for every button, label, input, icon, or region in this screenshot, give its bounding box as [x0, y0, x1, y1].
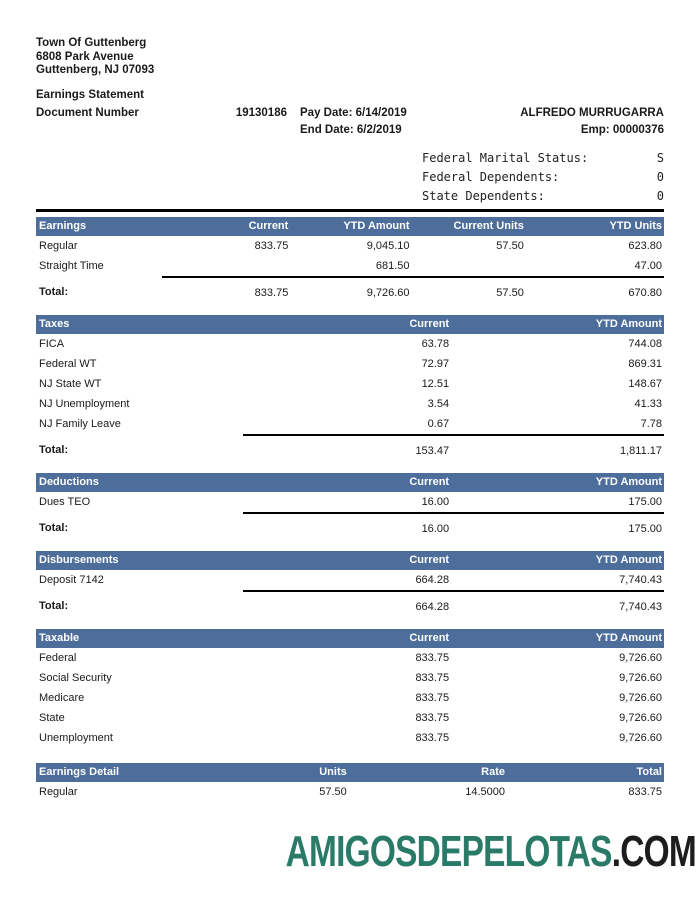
row-value: 148.67: [628, 377, 662, 390]
pay-date-label: Pay Date:: [300, 106, 353, 119]
row-value: 47.00: [526, 256, 664, 277]
statement-section-table: [36, 315, 664, 464]
sections: [36, 217, 664, 802]
company-name: Town Of Guttenberg: [36, 37, 147, 49]
row-value: 670.80: [628, 286, 662, 299]
row-value: 833.75: [415, 711, 450, 724]
statement-section-table: [36, 217, 664, 306]
section-title: Earnings Detail: [36, 763, 193, 782]
row-value: 14.5000: [465, 785, 505, 798]
row-label: Straight Time: [39, 260, 104, 272]
row-value: 744.08: [628, 337, 662, 350]
section-header-row: [36, 551, 664, 570]
column-header: Current: [243, 629, 451, 648]
row-value: 57.50: [496, 239, 524, 252]
row-value: 57.50: [496, 286, 524, 299]
section-header-row: [36, 315, 664, 334]
row-value: 175.00: [628, 522, 662, 535]
table-row: [36, 492, 664, 513]
tax-status-label: State Dependents:: [422, 188, 545, 203]
document-number-value: 19130186: [235, 106, 287, 119]
column-header: Current: [243, 315, 451, 334]
end-date-label: End Date:: [300, 123, 354, 136]
row-value: 9,726.60: [619, 711, 662, 724]
watermark-brand: AMIGOSDEPELOTAS: [285, 827, 612, 876]
column-header: Current: [243, 551, 451, 570]
row-value: 833.75: [415, 691, 450, 704]
section-title: Taxable: [36, 629, 243, 648]
company-block: [36, 37, 664, 78]
row-value: 9,726.60: [619, 651, 662, 664]
column-header: Current: [162, 217, 291, 236]
section-header-row: [36, 763, 664, 782]
statement-section-table: [36, 629, 664, 748]
table-row: [36, 374, 664, 394]
statement-section-table: [36, 551, 664, 620]
row-value: 9,726.60: [619, 671, 662, 684]
total-row: [36, 277, 664, 306]
tax-status-value: S: [656, 150, 664, 165]
table-row: [36, 688, 664, 708]
table-row: [36, 782, 664, 802]
column-header: YTD Amount: [451, 629, 664, 648]
employee-name: ALFREDO MURRUGARRA: [520, 106, 664, 119]
row-value: 833.75: [628, 785, 662, 798]
section-header-row: [36, 629, 664, 648]
table-row: [36, 236, 664, 256]
column-header: Current: [243, 473, 451, 492]
row-label: Regular: [39, 785, 78, 798]
tax-status-label: Federal Marital Status:: [422, 150, 589, 165]
divider-rule: [36, 209, 664, 212]
row-label: Social Security: [39, 671, 112, 684]
statement-title: Earnings Statement: [36, 88, 144, 101]
row-value: 12.51: [421, 377, 450, 390]
statement-section-table: [36, 763, 664, 802]
row-value: [412, 256, 526, 277]
table-row: [36, 334, 664, 354]
row-label: Medicare: [39, 691, 85, 704]
row-value: [162, 256, 291, 277]
row-value: 9,726.60: [619, 691, 662, 704]
tax-status-row: [422, 187, 664, 206]
row-value: 833.75: [415, 731, 450, 744]
row-label: Unemployment: [39, 731, 113, 744]
row-value: 9,726.60: [366, 286, 410, 299]
row-label: Federal: [39, 651, 77, 664]
row-value: 3.54: [427, 397, 450, 410]
employee-block: [520, 105, 664, 139]
row-value: 623.80: [628, 239, 662, 252]
row-label: Total:: [39, 444, 69, 456]
tax-status-row: [422, 168, 664, 187]
row-label: FICA: [39, 337, 65, 350]
column-header: YTD Units: [526, 217, 664, 236]
section-title: Deductions: [36, 473, 243, 492]
company-address-line1: 6808 Park Avenue: [36, 50, 134, 63]
row-value: 833.75: [254, 286, 289, 299]
row-value: 833.75: [415, 671, 450, 684]
pay-dates-block: [300, 105, 407, 139]
section-header-row: [36, 473, 664, 492]
row-label: NJ Family Leave: [39, 418, 121, 430]
row-label: NJ Unemployment: [39, 397, 130, 410]
row-value: 63.78: [421, 337, 450, 350]
row-label: Total:: [39, 600, 69, 612]
end-date-value: 6/2/2019: [356, 123, 402, 136]
table-row: [36, 256, 664, 277]
total-row: [36, 591, 664, 620]
employee-id-label: Emp:: [580, 123, 610, 136]
pay-date-row: [300, 105, 407, 122]
tax-status-row: [422, 149, 664, 168]
end-date-row: [300, 122, 407, 139]
row-value: 9,726.60: [619, 731, 662, 744]
row-value: 833.75: [415, 651, 450, 664]
row-label: Federal WT: [39, 357, 97, 370]
column-header: Rate: [349, 763, 507, 782]
table-row: [36, 728, 664, 748]
row-value: 57.50: [319, 785, 347, 798]
row-label: Regular: [39, 239, 78, 252]
section-title: Earnings: [36, 217, 162, 236]
row-value: 7,740.43: [619, 600, 662, 613]
tax-status-block: [422, 149, 664, 206]
row-label: Deposit 7142: [39, 574, 104, 586]
row-value: 16.00: [243, 492, 451, 513]
section-header-row: [36, 217, 664, 236]
row-value: 1,811.17: [619, 444, 662, 457]
employee-id-value: 00000376: [612, 123, 664, 136]
column-header: Current Units: [412, 217, 526, 236]
section-title: Taxes: [36, 315, 243, 334]
table-row: [36, 354, 664, 374]
table-row: [36, 414, 664, 435]
pay-date-value: 6/14/2019: [355, 106, 407, 119]
column-header: YTD Amount: [451, 551, 664, 570]
row-label: NJ State WT: [39, 377, 102, 390]
statement-section-table: [36, 473, 664, 542]
table-row: [36, 648, 664, 668]
watermark-tld: .COM: [611, 827, 696, 876]
employee-id-row: [520, 122, 664, 139]
row-value: 16.00: [421, 522, 450, 535]
column-header: YTD Amount: [290, 217, 411, 236]
row-label: Dues TEO: [39, 496, 91, 508]
total-row: [36, 513, 664, 542]
row-value: 7.78: [451, 414, 664, 435]
row-value: 833.75: [254, 239, 289, 252]
row-value: 153.47: [415, 444, 450, 457]
row-value: 0.67: [243, 414, 451, 435]
company-address-line2: Guttenberg, NJ 07093: [36, 64, 155, 76]
row-value: 175.00: [451, 492, 664, 513]
column-header: Units: [193, 763, 349, 782]
row-value: 41.33: [634, 397, 662, 410]
row-value: 681.50: [290, 256, 411, 277]
section-title: Disbursements: [36, 551, 243, 570]
row-label: Total:: [39, 286, 69, 298]
row-label: Total:: [39, 522, 69, 534]
document-number-label: Document Number: [36, 106, 139, 119]
table-row: [36, 668, 664, 688]
tax-status-value: 0: [656, 169, 664, 184]
row-value: 664.28: [243, 570, 451, 591]
row-value: 72.97: [421, 357, 450, 370]
table-row: [36, 708, 664, 728]
row-label: State: [39, 711, 65, 724]
row-value: 869.31: [628, 357, 662, 370]
watermark: [285, 827, 696, 876]
row-value: 664.28: [415, 600, 450, 613]
total-row: [36, 435, 664, 464]
column-header: YTD Amount: [451, 315, 664, 334]
row-value: 9,045.10: [366, 239, 410, 252]
column-header: YTD Amount: [451, 473, 664, 492]
tax-status-label: Federal Dependents:: [422, 169, 560, 184]
table-row: [36, 394, 664, 414]
column-header: Total: [507, 763, 664, 782]
tax-status-value: 0: [656, 188, 664, 203]
row-value: 7,740.43: [451, 570, 664, 591]
document-info-row: [36, 105, 664, 139]
table-row: [36, 570, 664, 591]
